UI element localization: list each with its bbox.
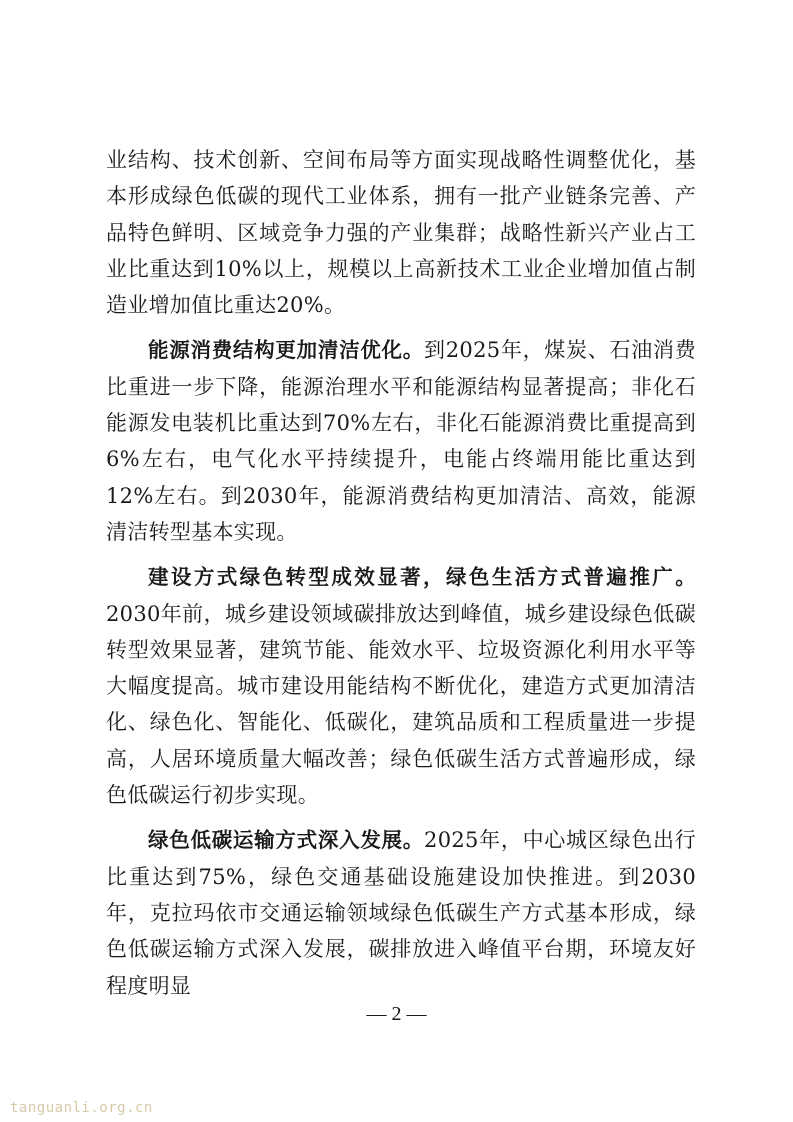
- page-number: — 2 —: [366, 1003, 427, 1025]
- paragraph-text: 2030年前，城乡建设领域碳排放达到峰值，城乡建设绿色低碳转型效果显著，建筑节能、能效水平、垃圾资源化利用水平等大幅度提高。城市建设用能结构不断优化，建造方式更加清洁化、绿色化、智能化、低碳化，建筑品质和工程质量进一步提高，人居环境质量大幅改善；绿色低碳生活方式普遍形成，绿色低碳运行初步实现。: [106, 601, 696, 808]
- paragraph-text: 业结构、技术创新、空间布局等方面实现战略性调整优化，基本形成绿色低碳的现代工业体系，拥有一批产业链条完善、产品特色鲜明、区域竞争力强的产业集群；战略性新兴产业占工业比重达到10%以上，规模以上高新技术工业企业增加值占制造业增加值比重达20%。: [106, 148, 696, 318]
- paragraph-lead: 建设方式绿色转型成效显著，绿色生活方式普遍推广。: [148, 565, 696, 590]
- paragraph-green-transport: [106, 822, 696, 1003]
- paragraph-text: 2025年，中心城区绿色出行比重达到75%，绿色交通基础设施建设加快推进。到2030年，克拉玛依市交通运输领域绿色低碳生产方式基本形成，绿色低碳运输方式深入发展，碳排放进入峰值平台期，环境友好程度明显: [106, 828, 696, 998]
- paragraph-energy-consumption: [106, 332, 696, 550]
- paragraph-text: 到2025年，煤炭、石油消费比重进一步下降，能源治理水平和能源结构显著提高；非化石能源发电装机比重达到70%左右，非化石能源消费比重提高到6%左右，电气化水平持续提升，电能占终端用能比重达到12%左右。到2030年，能源消费结构更加清洁、高效，能源清洁转型基本实现。: [106, 338, 696, 544]
- paragraph-green-construction: [106, 559, 696, 813]
- paragraph-lead: 绿色低碳运输方式深入发展。: [148, 828, 425, 853]
- document-body: [106, 142, 696, 1004]
- paragraph-industry-continuation: [106, 142, 696, 323]
- watermark: tanguanli.org.cn: [10, 1100, 153, 1116]
- paragraph-lead: 能源消费结构更加清洁优化。: [148, 338, 425, 363]
